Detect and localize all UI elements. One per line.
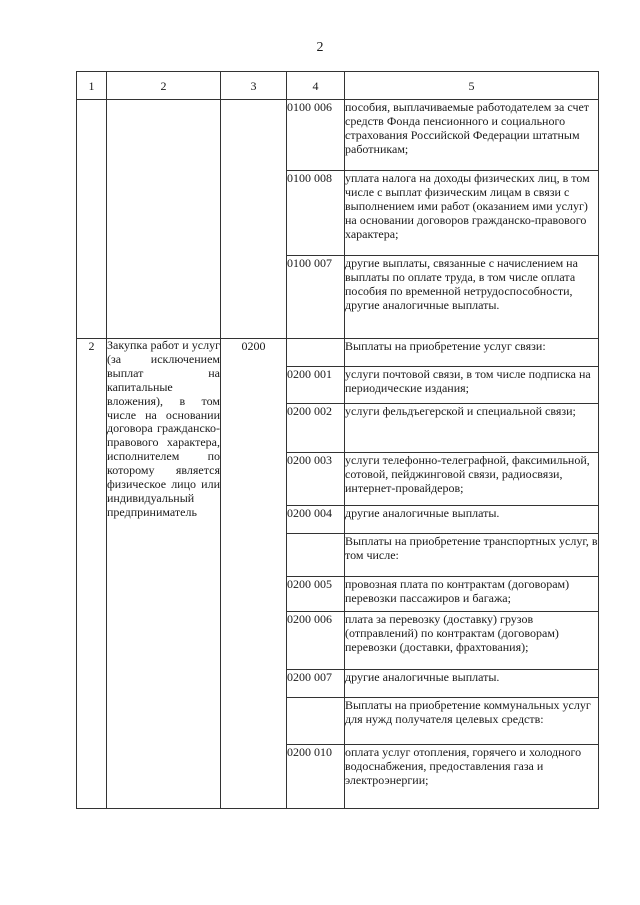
- header-col-4: 4: [287, 72, 345, 100]
- row-code: [287, 339, 345, 367]
- empty-subject-cell: [107, 100, 221, 339]
- row-text: Выплаты на приобретение коммунальных услуг для нужд получателя целевых средств:: [345, 698, 599, 745]
- row-text: оплата услуг отопления, горячего и холодного водоснабжения, предоставления газа и электроэнергии;: [345, 745, 599, 809]
- row-code: 0100 006: [287, 100, 345, 171]
- row-text: услуги фельдъегерской и специальной связи;: [345, 404, 599, 453]
- row-text: уплата налога на доходы физических лиц, в том числе с выплат физическим лицам в связи с выполнением ими работ (оказанием ими услуг) на основании договоров гражданско-правового характера;: [345, 171, 599, 256]
- row-code: 0200 001: [287, 367, 345, 404]
- page-number: 2: [316, 40, 324, 55]
- row-number: 2: [77, 339, 107, 809]
- row-text: Выплаты на приобретение транспортных услуг, в том числе:: [345, 534, 599, 577]
- empty-num-cell: [77, 100, 107, 339]
- row-text: другие аналогичные выплаты.: [345, 506, 599, 534]
- row-text: услуги почтовой связи, в том числе подписка на периодические издания;: [345, 367, 599, 404]
- table-row: [77, 100, 599, 171]
- subject-text: Закупка работ и услуг (за исключением выплат на капитальные вложения), в том числе на основании договора гражданско-правового характера, исполнителем по которому является физическое лицо или индивидуальный предприниматель: [107, 339, 221, 809]
- row-code: [287, 534, 345, 577]
- row-text: другие аналогичные выплаты.: [345, 670, 599, 698]
- row-text: пособия, выплачиваемые работодателем за счет средств Фонда пенсионного и социального страхования Российской Федерации штатным работникам;: [345, 100, 599, 171]
- header-row: [77, 72, 599, 100]
- empty-code-cell: [221, 100, 287, 339]
- row-code: 0200 005: [287, 577, 345, 612]
- row-text: другие выплаты, связанные с начислением на выплаты по оплате труда, в том числе оплата пособия по временной нетрудоспособности, другие аналогичные выплаты.: [345, 256, 599, 339]
- row-code: 0200 002: [287, 404, 345, 453]
- header-col-1: 1: [77, 72, 107, 100]
- section-code: 0200: [221, 339, 287, 809]
- row-code: 0200 006: [287, 612, 345, 670]
- row-code: 0100 008: [287, 171, 345, 256]
- header-col-2: 2: [107, 72, 221, 100]
- row-code: 0200 004: [287, 506, 345, 534]
- row-code: 0100 007: [287, 256, 345, 339]
- payments-table: [76, 71, 599, 809]
- table-row: [77, 339, 599, 367]
- header-col-5: 5: [345, 72, 599, 100]
- row-code: 0200 010: [287, 745, 345, 809]
- row-text: услуги телефонно-телеграфной, факсимильной, сотовой, пейджинговой связи, радиосвязи, интернет-провайдеров;: [345, 453, 599, 506]
- row-code: [287, 698, 345, 745]
- row-text: Выплаты на приобретение услуг связи:: [345, 339, 599, 367]
- row-code: 0200 003: [287, 453, 345, 506]
- row-text: провозная плата по контрактам (договорам) перевозки пассажиров и багажа;: [345, 577, 599, 612]
- header-col-3: 3: [221, 72, 287, 100]
- row-code: 0200 007: [287, 670, 345, 698]
- row-text: плата за перевозку (доставку) грузов (отправлений) по контрактам (договорам) перевозки (доставки, фрахтования);: [345, 612, 599, 670]
